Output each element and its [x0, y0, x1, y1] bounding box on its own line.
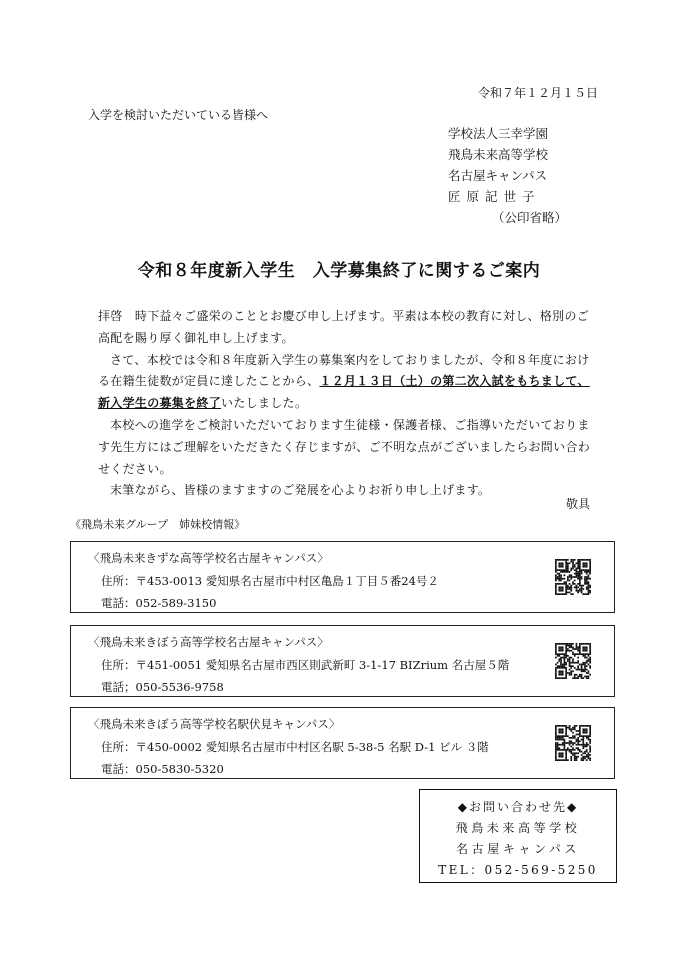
paragraph-notice [98, 350, 590, 415]
school-box-kibou-nagoya [70, 625, 615, 697]
contact-box [419, 789, 617, 883]
qr-code-icon[interactable] [555, 559, 591, 595]
document-title: 令和８年度新入学生 入学募集終了に関するご案内 [137, 261, 541, 281]
sender-campus: 名古屋キャンパス [448, 168, 548, 183]
closing-word: 敬具 [566, 497, 591, 511]
school-name: 〈飛鳥未来きぼう高等学校名駅伏見キャンパス〉 [88, 717, 341, 731]
school-phone: 電話；050-5536-9758 [101, 680, 224, 694]
school-phone: 電話：052-589-3150 [101, 596, 217, 610]
school-box-kizuna [70, 541, 615, 613]
qr-code-icon[interactable] [555, 725, 591, 761]
school-address: 住所：〒451-0051 愛知県名古屋市西区則武新町 3-1-17 BIZrium 名古屋５階 [101, 658, 510, 672]
contact-heading: ◆お問い合わせ先◆ [457, 800, 579, 814]
paragraph-greeting: 拝啓 時下益々ご盛栄のこととお慶び申し上げます。平素は本校の教育に対し、格別のご高配を賜り厚く御礼申し上げます。 [98, 309, 590, 345]
notice-emphasis: １２月１３日（土）の第二次入試をもちまして、新入学生の募集を終了 [98, 374, 590, 411]
contact-campus: 名古屋キャンパス [456, 842, 580, 856]
issue-date: 令和７年１２月１５日 [478, 86, 599, 100]
notice-text-end: いたしました。 [221, 396, 308, 411]
school-name: 〈飛鳥未来きずな高等学校名古屋キャンパス〉 [88, 551, 329, 565]
school-address: 住所：〒453-0013 愛知県名古屋市中村区亀島１丁目５番24号２ [101, 574, 439, 588]
sender-person: 匠原記世子 [448, 189, 541, 204]
qr-code-icon[interactable] [555, 643, 591, 679]
seal-note: （公印省略） [492, 210, 568, 225]
contact-school: 飛鳥未来高等学校 [455, 821, 581, 835]
sender-school: 飛鳥未来高等学校 [448, 147, 549, 162]
school-name: 〈飛鳥未来きぼう高等学校名古屋キャンパス〉 [88, 635, 329, 649]
letter-body [98, 306, 590, 502]
school-phone: 電話：050-5830-5320 [101, 762, 224, 776]
recipient-line: 入学を検討いただいている皆様へ [88, 108, 269, 122]
sender-block [448, 123, 567, 228]
contact-phone: TEL：052-569-5250 [438, 863, 598, 877]
sister-school-heading: 《飛鳥未来グループ 姉妹校情報》 [70, 518, 246, 531]
notice-text: さて、本校では令和８年度新入学生の募集案内をしておりましたが、令和８年度における在籍生徒数が定員に達したことから、 [98, 352, 590, 389]
school-box-kibou-meieki [70, 707, 615, 779]
paragraph-closing: 末筆ながら、皆様のますますのご発展を心よりお祈り申し上げます。 [110, 483, 491, 498]
paragraph-request: 本校への進学をご検討いただいております生徒様・保護者様、ご指導いただいております先生方にはご理解をいただきたく存じますが、ご不明な点がございましたらお問い合わせください。 [98, 417, 591, 476]
school-address: 住所：〒450-0002 愛知県名古屋市中村区名駅 5-38-5 名駅 D-1 ビル ３階 [101, 740, 489, 754]
sender-org: 学校法人三幸学園 [448, 126, 549, 141]
